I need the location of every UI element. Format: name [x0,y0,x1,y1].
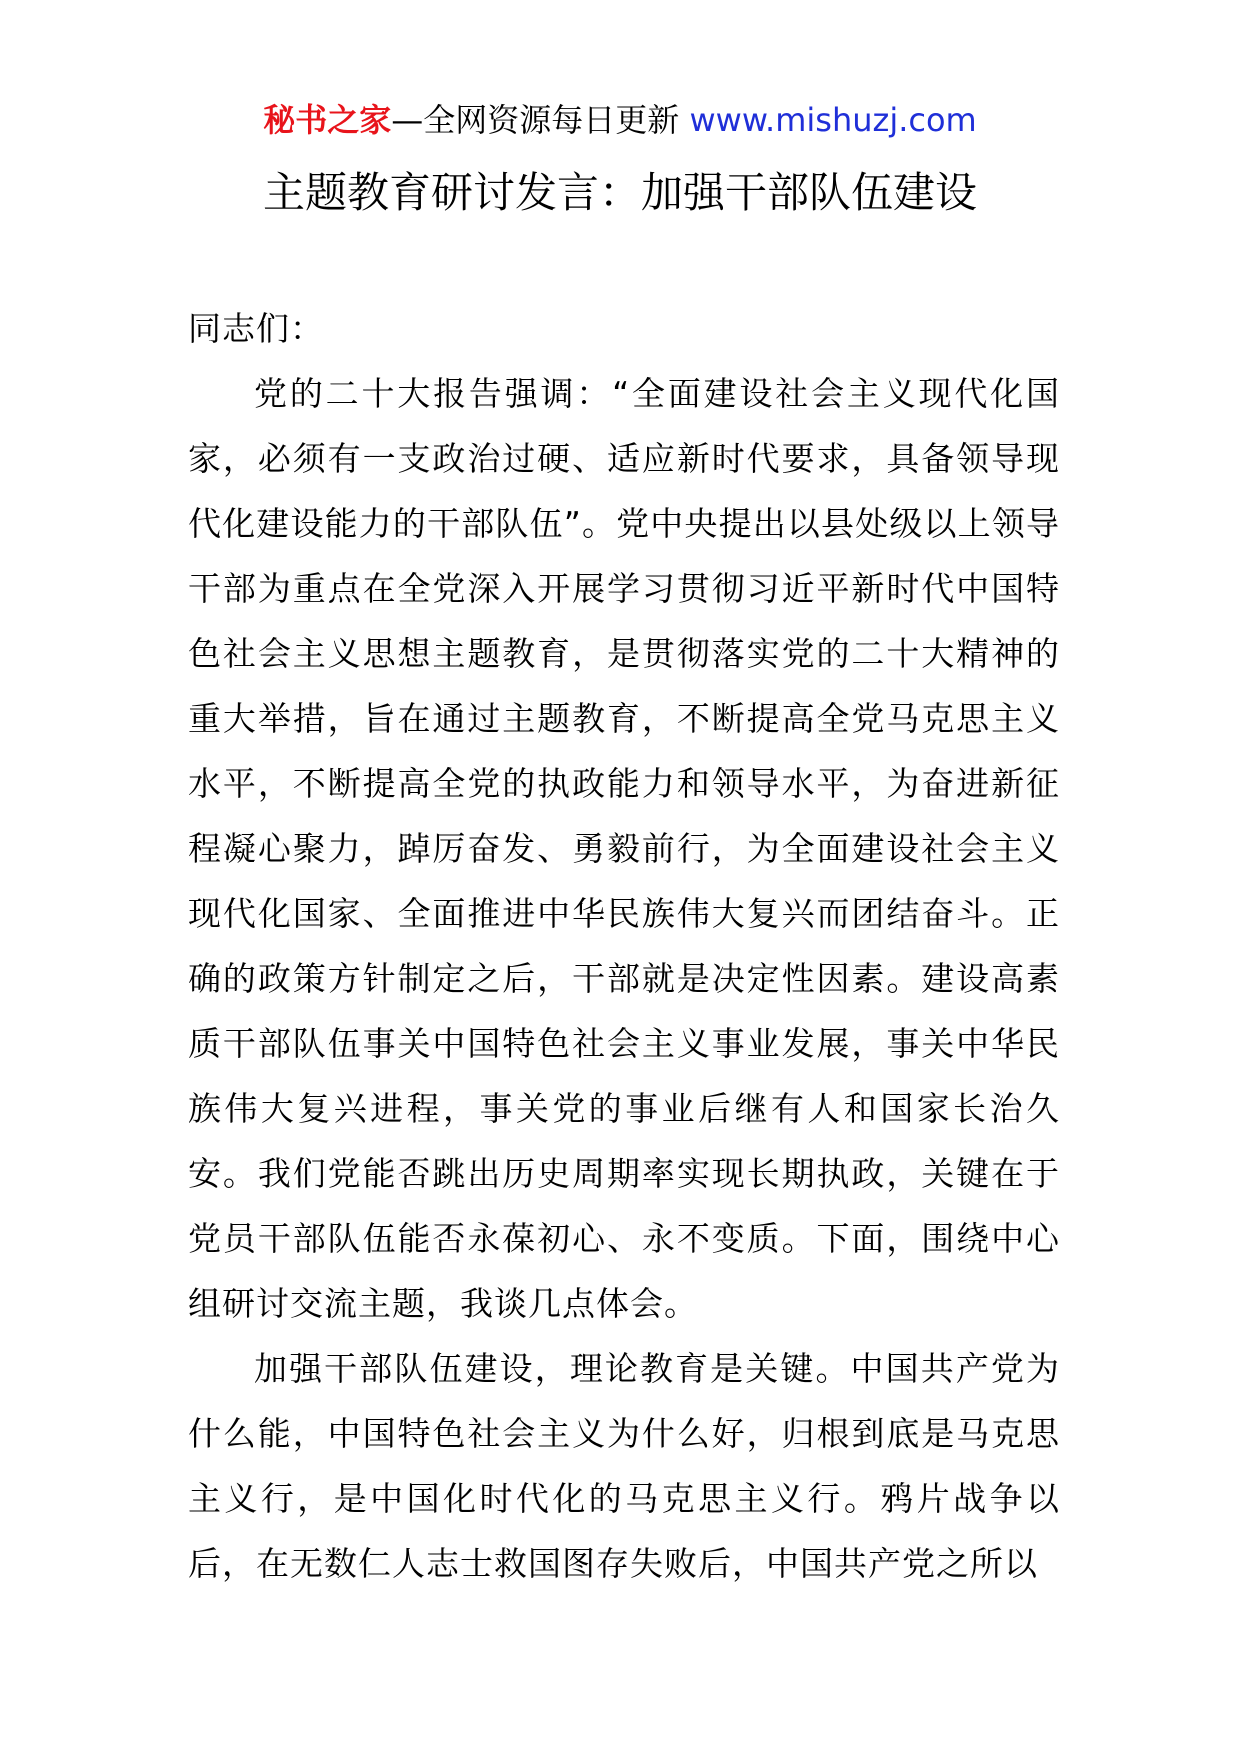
site-banner [0,98,1240,142]
paragraph-1: 党的二十大报告强调：“全面建设社会主义现代化国家，必须有一支政治过硬、适应新时代要求，具备领导现代化建设能力的干部队伍”。党中央提出以县处级以上领导干部为重点在全党深入开展学习贯彻习近平新时代中国特色社会主义思想主题教育，是贯彻落实党的二十大精神的重大举措，旨在通过主题教育，不断提高全党马克思主义水平，不断提高全党的执政能力和领导水平，为奋进新征程凝心聚力，踔厉奋发、勇毅前行，为全面建设社会主义现代化国家、全面推进中华民族伟大复兴而团结奋斗。正确的政策方针制定之后，干部就是决定性因素。建设高素质干部队伍事关中国特色社会主义事业发展，事关中华民族伟大复兴进程，事关党的事业后继有人和国家长治久安。我们党能否跳出历史周期率实现长期执政，关键在于党员干部队伍能否永葆初心、永不变质。下面，围绕中心组研讨交流主题，我谈几点体会。 [188,374,1060,1323]
salutation: 同志们： [188,309,324,348]
banner-tagline: —全网资源每日更新 [391,101,690,139]
document-body [188,296,1060,1596]
brand-name: 秘书之家 [263,101,392,139]
site-url-link[interactable]: www.mishuzj.com [689,101,977,139]
document-title: 主题教育研讨发言：加强干部队伍建设 [262,168,977,217]
paragraph-2: 加强干部队伍建设，理论教育是关键。中国共产党为什么能，中国特色社会主义为什么好，归根到底是马克思主义行，是中国化时代化的马克思主义行。鸦片战争以后，在无数仁人志士救国图存失败后，中国共产党之所以 [188,1349,1060,1583]
